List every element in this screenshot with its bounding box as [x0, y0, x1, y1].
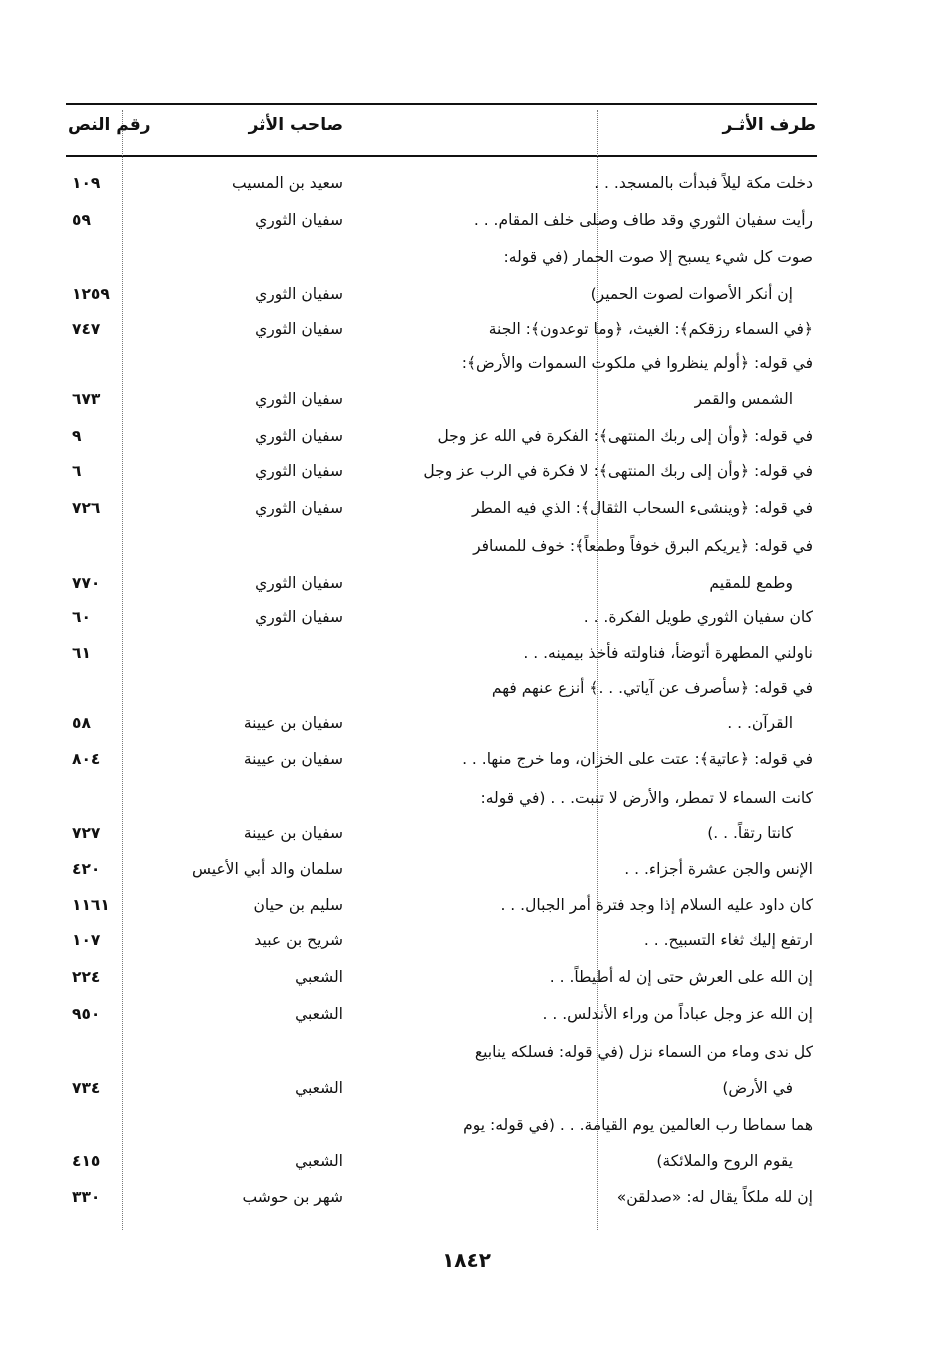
table-row [0, 606, 933, 642]
athar-person: سليم بن حيان [253, 896, 343, 914]
table-row [0, 572, 933, 608]
athar-text: كان سفيان الثوري طويل الفكرة. . . [583, 608, 813, 626]
athar-text: القرآن. . . [727, 714, 793, 732]
column-header-number: رقم النص [68, 115, 151, 135]
column-header-text: طرف الأثـر [722, 115, 816, 135]
athar-person: سفيان الثوري [255, 462, 343, 480]
athar-person: سفيان الثوري [255, 320, 343, 338]
athar-text: وطمع للمقيم [709, 574, 793, 592]
header-rule [66, 155, 817, 157]
table-row [0, 246, 933, 282]
athar-person: سفيان الثوري [255, 390, 343, 408]
text-number: ٥٩ [72, 211, 91, 229]
table-row [0, 283, 933, 319]
text-number: ٧٢٦ [72, 499, 101, 517]
athar-text: دخلت مكة ليلاً فبدأت بالمسجد. . . [594, 174, 813, 192]
table-row [0, 318, 933, 354]
text-number: ٩ [72, 427, 82, 445]
text-number: ٦٧٣ [72, 390, 101, 408]
athar-person: الشعبي [295, 1079, 343, 1097]
text-number: ١٠٩ [72, 174, 101, 192]
athar-person: سفيان الثوري [255, 211, 343, 229]
table-row [0, 642, 933, 678]
athar-person: شريح بن عبيد [254, 931, 343, 949]
text-number: ٦١ [72, 644, 91, 662]
table-row [0, 822, 933, 858]
athar-person: سفيان بن عيينة [243, 714, 343, 732]
athar-text: في قوله: ﴿وأن إلى ربك المنتهى﴾: الفكرة في الله عز وجل [437, 427, 813, 445]
text-number: ١٢٥٩ [72, 285, 110, 303]
table-row [0, 425, 933, 461]
athar-text: رأيت سفيان الثوري وقد طاف وصلى خلف المقام. . . [473, 211, 813, 229]
athar-person: سفيان الثوري [255, 499, 343, 517]
table-row [0, 352, 933, 388]
table-row [0, 1114, 933, 1150]
text-number: ٧٤٧ [72, 320, 101, 338]
athar-text: الشمس والقمر [694, 390, 793, 408]
text-number: ٦ [72, 462, 82, 480]
athar-person: سفيان الثوري [255, 285, 343, 303]
table-row [0, 209, 933, 245]
athar-text: في قوله: ﴿أولم ينظروا في ملكوت السموات والأرض﴾: [461, 354, 813, 372]
text-number: ٧٧٠ [72, 574, 101, 592]
athar-person: سفيان الثوري [255, 608, 343, 626]
text-number: ٩٥٠ [72, 1005, 101, 1023]
athar-text: كانتا رتقاً. . .) [707, 824, 793, 842]
table-row [0, 388, 933, 424]
table-row [0, 929, 933, 965]
athar-person: شهر بن حوشب [242, 1188, 343, 1206]
text-number: ٦٠ [72, 608, 91, 626]
athar-person: سفيان بن عيينة [243, 750, 343, 768]
athar-person: سعيد بن المسيب [232, 174, 343, 192]
table-row [0, 535, 933, 571]
table-row [0, 712, 933, 748]
text-number: ٧٣٤ [72, 1079, 101, 1097]
athar-text: في قوله: ﴿وينشىء السحاب الثقال﴾: الذي فيه المطر [471, 499, 813, 517]
athar-person: سفيان الثوري [255, 574, 343, 592]
athar-text: إن أنكر الأصوات لصوت الحمير) [590, 285, 793, 303]
table-row [0, 1150, 933, 1186]
athar-person: سفيان بن عيينة [243, 824, 343, 842]
athar-text: كل ندى وماء من السماء نزل (في قوله: فسلكه ينابيع [474, 1043, 813, 1061]
table-row [0, 460, 933, 496]
athar-text: كان داود عليه السلام إذا وجد فترة أمر الجبال. . . [500, 896, 813, 914]
athar-person: سلمان والد أبي الأعيس [192, 860, 343, 878]
athar-text: هما سماطا رب العالمين يوم القيامة. . . (في قوله: يوم [463, 1116, 813, 1134]
table-row [0, 172, 933, 208]
table-row [0, 1186, 933, 1222]
text-number: ١١٦١ [72, 896, 110, 914]
athar-person: سفيان الثوري [255, 427, 343, 445]
column-header-person: صاحب الأثر [248, 115, 343, 135]
text-number: ١٠٧ [72, 931, 101, 949]
table-row [0, 858, 933, 894]
athar-text: ﴿في السماء رزقكم﴾: الغيث، ﴿وما توعدون﴾: الجنة [488, 320, 813, 338]
table-row [0, 966, 933, 1002]
text-number: ٥٨ [72, 714, 91, 732]
athar-text: الإنس والجن عشرة أجزاء. . . [624, 860, 813, 878]
athar-text: إن الله عز وجل عباداً من وراء الأندلس. . . [542, 1005, 813, 1023]
athar-text: في قوله: ﴿يريكم البرق خوفاً وطمعاً﴾: خوف للمسافر [473, 537, 813, 555]
table-row [0, 497, 933, 533]
text-number: ٢٢٤ [72, 968, 101, 986]
athar-text: كانت السماء لا تمطر، والأرض لا تنبت. . . (في قوله: [480, 789, 813, 807]
athar-text: في قوله: ﴿وأن إلى ربك المنتهى﴾: لا فكرة في الرب عز وجل [423, 462, 813, 480]
athar-text: يقوم الروح والملائكة) [656, 1152, 793, 1170]
athar-text: في قوله: ﴿سأصرف عن آياتي. . .﴾ أنزع عنهم فهم [491, 679, 813, 697]
text-number: ٧٢٧ [72, 824, 101, 842]
athar-person: الشعبي [295, 968, 343, 986]
text-number: ٣٣٠ [72, 1188, 101, 1206]
table-row [0, 787, 933, 823]
athar-text: في الأرض) [722, 1079, 793, 1097]
athar-text: إن الله على العرش حتى إن له أطيطاً. . . [549, 968, 813, 986]
table-row [0, 1041, 933, 1077]
page-number: ١٨٤٢ [442, 1248, 491, 1272]
text-number: ٤٢٠ [72, 860, 101, 878]
table-row [0, 1077, 933, 1113]
athar-text: ارتفع إليك ثغاء التسبيح. . . [643, 931, 813, 949]
table-row [0, 677, 933, 713]
athar-text: في قوله: ﴿عاتية﴾: عتت على الخزان، وما خرج منها. . . [462, 750, 813, 768]
text-number: ٤١٥ [72, 1152, 101, 1170]
athar-text: إن لله ملكاً يقال له: «صدلقن» [616, 1188, 813, 1206]
text-number: ٨٠٤ [72, 750, 101, 768]
table-row [0, 1003, 933, 1039]
athar-text: صوت كل شيء يسبح إلا صوت الحمار (في قوله: [503, 248, 813, 266]
table-row [0, 894, 933, 930]
athar-text: ناولني المطهرة أتوضأ، فناولته فأخذ بيمينه. . . [523, 644, 813, 662]
athar-person: الشعبي [295, 1005, 343, 1023]
athar-person: الشعبي [295, 1152, 343, 1170]
table-row [0, 748, 933, 784]
top-rule [66, 103, 817, 105]
